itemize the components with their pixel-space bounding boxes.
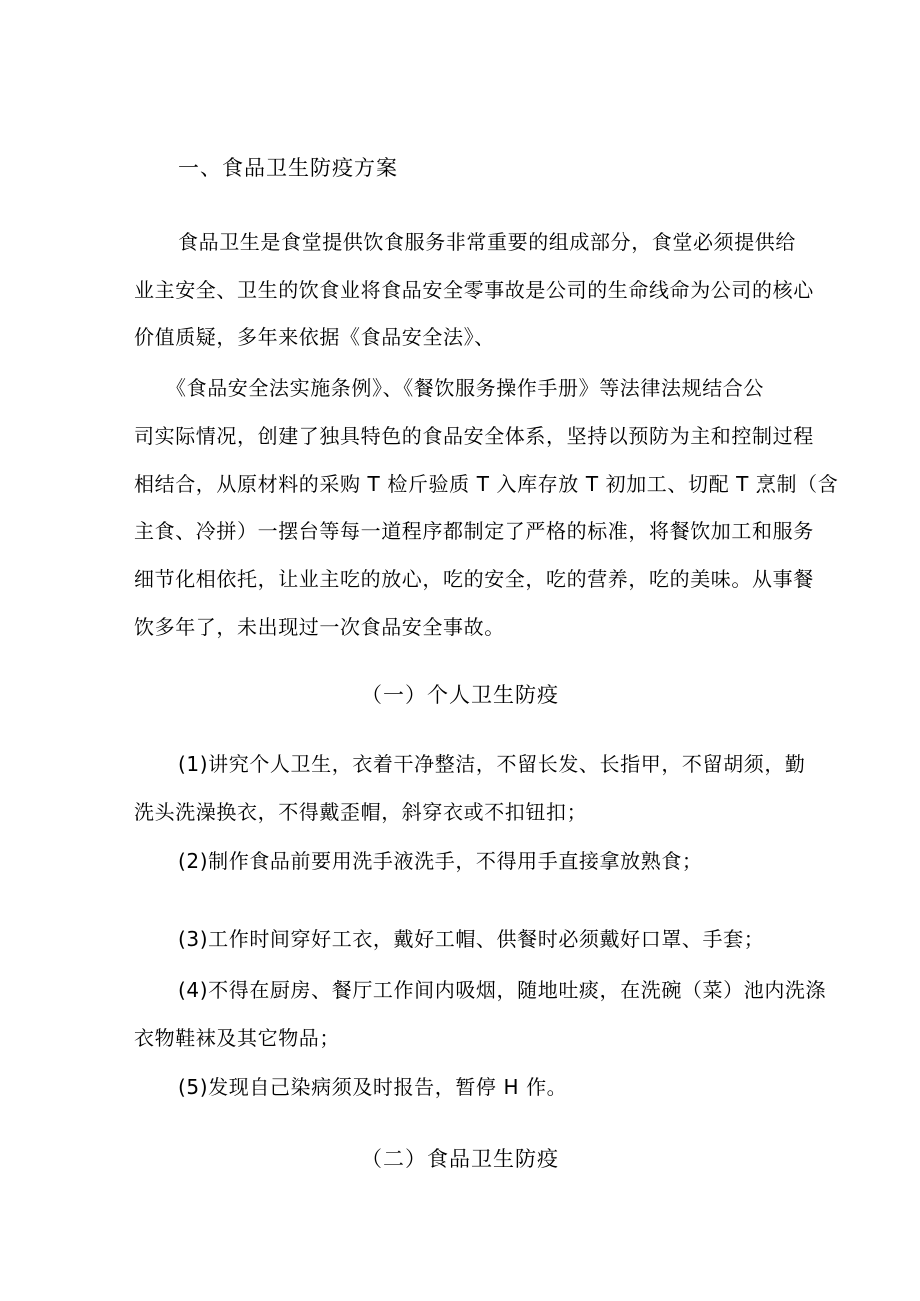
section1-item-4-line-2: 衣物鞋袜及其它物品； [134,1026,340,1050]
intro-line-3: 价值质疑，多年来依据《食品安全法》、 [134,325,495,349]
body-line-5: 细节化相依托，让业主吃的放心，吃的安全，吃的营养，吃的美味。从事餐 [134,567,814,591]
body-line-6: 饮多年了，未出现过一次食品安全事故。 [134,615,505,639]
section1-item-1-line-1: (1)讲究个人卫生，衣着干净整洁，不留长发、长指甲，不留胡须，勤 [178,752,806,776]
intro-line-1: 食品卫生是食堂提供饮食服务非常重要的组成部分，食堂必须提供给 [178,230,796,254]
section1-heading: （一）个人卫生防疫 [361,683,559,707]
body-line-2: 司实际情况，创建了独具特色的食品安全体系，坚持以预防为主和控制过程 [134,424,814,448]
body-line-3: 相结合，从原材料的采购 T 检斤验质 T 入库存放 T 初加工、切配 T 烹制（含 [134,472,839,496]
body-line-4: 主食、冷拼）一摆台等每一道程序都制定了严格的标准，将餐饮加工和服务 [134,519,814,543]
intro-line-2: 业主安全、卫生的饮食业将食品安全零事故是公司的生命线命为公司的核心 [134,278,814,302]
section1-item-4-line-1: (4)不得在厨房、餐厅工作间内吸烟，随地吐痰，在洗碗（菜）池内洗涤 [178,978,827,1002]
section1-item-1-line-2: 洗头洗澡换衣，不得戴歪帽，斜穿衣或不扣钮扣； [134,800,588,824]
document-title: 一、食品卫生防疫方案 [178,156,398,180]
section1-item-2: (2)制作食品前要用洗手液洗手，不得用手直接拿放熟食； [178,849,703,873]
section1-item-3: (3)工作时间穿好工衣，戴好工帽、供餐时必须戴好口罩、手套； [178,927,765,951]
body-line-1: 《食品安全法实施条例》、《餐饮服务操作手册》等法律法规结合公 [166,376,764,400]
section1-item-5: (5)发现自己染病须及时报告，暂停 H 作。 [178,1075,568,1099]
section2-heading: （二）食品卫生防疫 [361,1147,559,1171]
